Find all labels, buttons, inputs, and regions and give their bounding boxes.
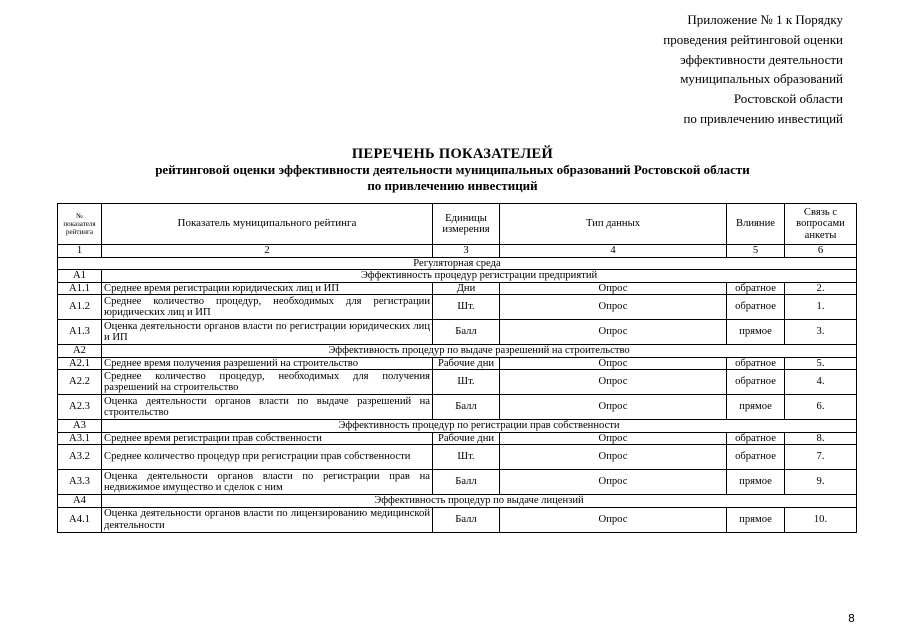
row-name: Среднее время регистрации прав собственности [102,432,433,445]
group-row [58,495,857,508]
row-type: Опрос [500,370,727,395]
group-code: А4 [58,495,102,508]
row-type: Опрос [500,282,727,295]
column-numbers-row [58,245,857,258]
document-title [0,146,905,194]
column-number: 2 [102,245,433,258]
group-code: А1 [58,270,102,283]
row-influence: обратное [727,282,785,295]
row-type: Опрос [500,507,727,532]
row-link: 2. [785,282,857,295]
row-type: Опрос [500,432,727,445]
row-unit: Балл [433,470,500,495]
row-influence: прямое [727,395,785,420]
row-name: Среднее время регистрации юридических лиц и ИП [102,282,433,295]
group-row [58,270,857,283]
table-row [58,282,857,295]
appendix-note [663,10,843,129]
appendix-line: Ростовской области [733,91,843,107]
row-unit: Балл [433,395,500,420]
row-code: А2.1 [58,357,102,370]
row-type: Опрос [500,295,727,320]
row-unit: Шт. [433,445,500,470]
row-name: Среднее количество процедур, необходимых для регистрации юридических лиц и ИП [102,295,433,320]
row-type: Опрос [500,320,727,345]
table-row [58,445,857,470]
row-code: А2.3 [58,395,102,420]
indicators-table [57,203,857,533]
row-code: А1.2 [58,295,102,320]
header-unit: Единицы измерения [433,204,500,245]
row-name: Среднее количество процедур при регистрации прав собственности [102,445,433,470]
row-type: Опрос [500,470,727,495]
table-row [58,295,857,320]
row-influence: обратное [727,370,785,395]
section-row [58,257,857,270]
row-unit: Шт. [433,295,500,320]
appendix-line: проведения рейтинговой оценки [663,31,843,47]
group-title: Эффективность процедур по выдаче разрешений на строительство [102,345,857,358]
row-influence: прямое [727,470,785,495]
row-link: 5. [785,357,857,370]
group-row [58,345,857,358]
row-name: Оценка деятельности органов власти по регистрации юридических лиц и ИП [102,320,433,345]
group-title: Эффективность процедур регистрации предприятий [102,270,857,283]
appendix-line: Приложение № 1 к Порядку [687,12,843,27]
row-type: Опрос [500,395,727,420]
row-name: Оценка деятельности органов власти по выдаче разрешений на строительство [102,395,433,420]
column-number: 1 [58,245,102,258]
appendix-line: по привлечению инвестиций [683,110,843,126]
row-code: А3.3 [58,470,102,495]
appendix-line: муниципальных образований [680,71,843,87]
row-name: Оценка деятельности органов власти по регистрации прав на недвижимое имущество и сделок с ним [102,470,433,495]
group-code: А3 [58,420,102,433]
row-influence: обратное [727,445,785,470]
header-name: Показатель муниципального рейтинга [102,204,433,245]
column-number: 6 [785,245,857,258]
column-number: 4 [500,245,727,258]
row-type: Опрос [500,445,727,470]
row-link: 3. [785,320,857,345]
page-number: 8 [848,612,855,625]
row-link: 1. [785,295,857,320]
row-name: Среднее количество процедур, необходимых для получения разрешений на строительство [102,370,433,395]
row-link: 6. [785,395,857,420]
group-row [58,420,857,433]
row-influence: обратное [727,357,785,370]
table-row [58,432,857,445]
header-num: № показателя рейтинга [58,204,102,245]
row-influence: прямое [727,507,785,532]
group-title: Эффективность процедур по регистрации прав собственности [102,420,857,433]
column-number: 5 [727,245,785,258]
row-influence: прямое [727,320,785,345]
row-link: 10. [785,507,857,532]
row-influence: обратное [727,295,785,320]
row-link: 7. [785,445,857,470]
table-row [58,370,857,395]
table-row [58,470,857,495]
table-row [58,507,857,532]
row-unit: Балл [433,507,500,532]
row-code: А1.1 [58,282,102,295]
row-link: 8. [785,432,857,445]
row-unit: Шт. [433,370,500,395]
row-unit: Балл [433,320,500,345]
row-unit: Рабочие дни [433,432,500,445]
title-line-1: ПЕРЕЧЕНЬ ПОКАЗАТЕЛЕЙ [351,146,554,162]
row-name: Оценка деятельности органов власти по лицензированию медицинской деятельности [102,507,433,532]
row-name: Среднее время получения разрешений на строительство [102,357,433,370]
row-code: А4.1 [58,507,102,532]
row-code: А1.3 [58,320,102,345]
header-type: Тип данных [500,204,727,245]
section-title: Регуляторная среда [58,257,857,270]
row-link: 9. [785,470,857,495]
table-header-row [58,204,857,245]
group-code: А2 [58,345,102,358]
row-influence: обратное [727,432,785,445]
column-number: 3 [433,245,500,258]
header-influence: Влияние [727,204,785,245]
header-link: Связь с вопросами анкеты [785,204,857,245]
row-unit: Дни [433,282,500,295]
row-code: А3.2 [58,445,102,470]
row-type: Опрос [500,357,727,370]
table-row [58,395,857,420]
title-line-2: рейтинговой оценки эффективности деятельности муниципальных образований Ростовской области [155,162,750,177]
table-row [58,357,857,370]
row-unit: Рабочие дни [433,357,500,370]
row-code: А3.1 [58,432,102,445]
row-link: 4. [785,370,857,395]
group-title: Эффективность процедур по выдаче лицензий [102,495,857,508]
table-row [58,320,857,345]
appendix-line: эффективности деятельности [680,51,843,67]
title-line-3: по привлечению инвестиций [367,178,538,193]
row-code: А2.2 [58,370,102,395]
